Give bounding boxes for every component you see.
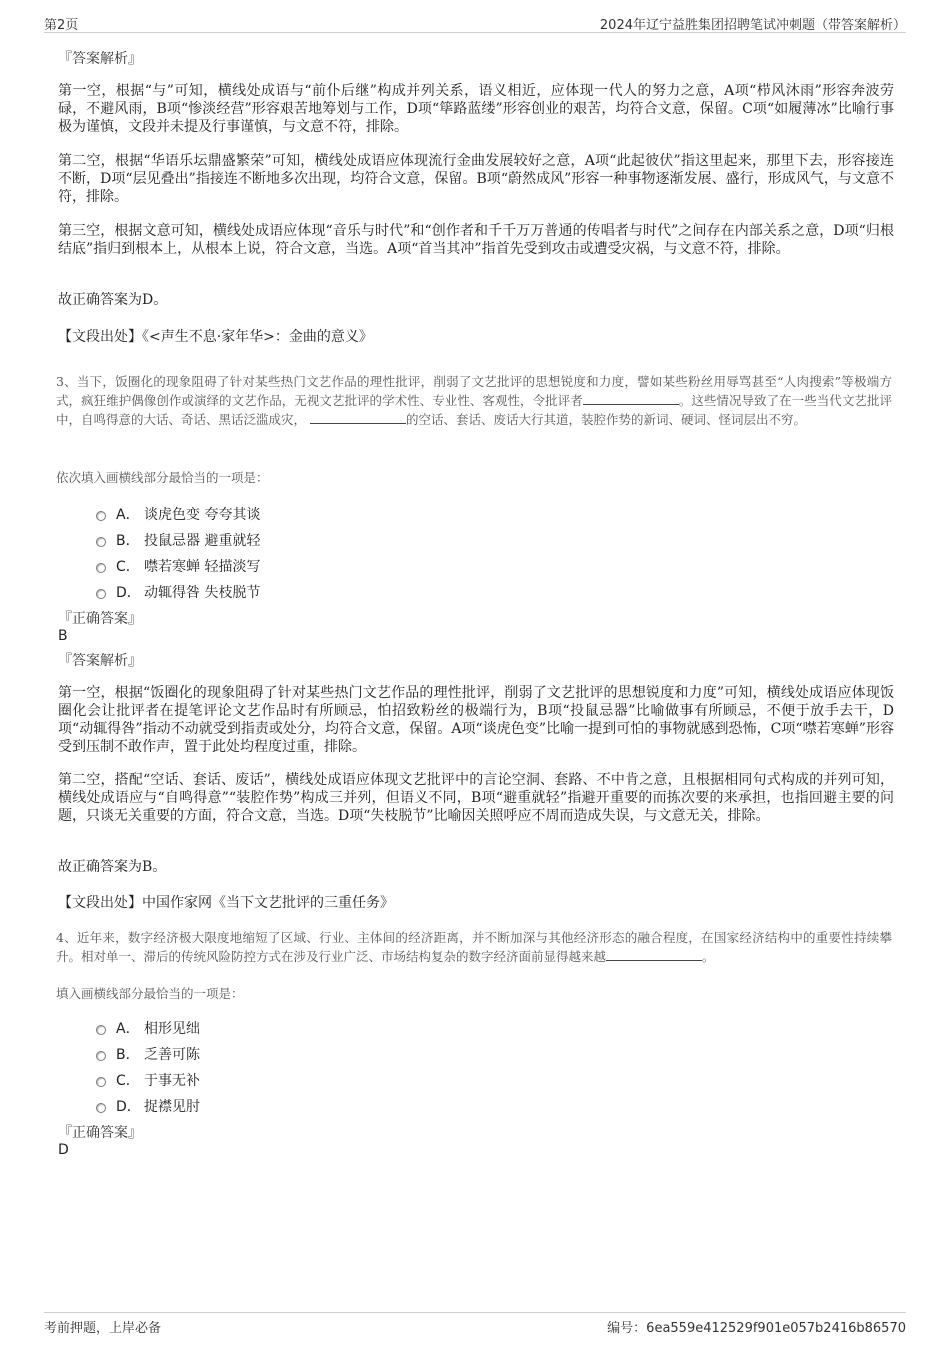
document-title: 2024年辽宁益胜集团招聘笔试冲刺题（带答案解析） bbox=[599, 18, 906, 33]
radio-icon[interactable] bbox=[96, 537, 106, 547]
option-c[interactable]: C． 于事无补 bbox=[96, 1070, 200, 1090]
question-3-instruction: 依次填入画横线部分最恰当的一项是： bbox=[56, 470, 269, 485]
option-a[interactable]: A． 谈虎色变 夸夸其谈 bbox=[96, 504, 260, 524]
analysis-tag: 『答案解析』 bbox=[58, 51, 142, 67]
answer-blank bbox=[310, 411, 406, 424]
analysis-paragraph-3: 第三空，根据文意可知，横线处成语应体现“音乐与时代”和“创作者和千千万万普通的传唱者与时代”之间存在内部关系之意，D项“归根结底”指归到根本上，从根本上说，符合文意，当选。A项“首当其冲”指首先受到攻击或遭受灾祸，与文意不符，排除。 bbox=[58, 223, 894, 257]
page-number: 第2页 bbox=[44, 18, 79, 33]
answer-blank bbox=[606, 948, 702, 961]
option-a[interactable]: A． 相形见绌 bbox=[96, 1018, 200, 1038]
question-4-instruction: 填入画横线部分最恰当的一项是： bbox=[56, 986, 244, 1001]
analysis-paragraph-2: 第二空，搭配“空话、套话、废话”，横线处成语应体现文艺批评中的言论空洞、套路、不中肯之意，且根据相同句式构成的并列可知，横线处成语应与“自鸣得意”“装腔作势”构成三并列，但语义不同，B项“避重就轻”指避开重要的而拣次要的来承担，也指回避主要的问题，只谈无关重要的方面，符合文意，当选。D项“失枝脱节”比喻因关照呼应不周而造成失误，与文意无关，排除。 bbox=[58, 772, 894, 824]
document-id: 编号：6ea559e412529f901e057b2416b86570 bbox=[607, 1321, 906, 1336]
radio-icon[interactable] bbox=[96, 563, 106, 573]
page-footer bbox=[44, 1312, 906, 1335]
passage-source: 【文段出处】中国作家网《当下文艺批评的三重任务》 bbox=[58, 895, 394, 911]
option-b[interactable]: B． 投鼠忌器 避重就轻 bbox=[96, 530, 260, 550]
page-header bbox=[44, 10, 906, 33]
radio-icon[interactable] bbox=[96, 1051, 106, 1061]
analysis-paragraph-1: 第一空，根据“与”可知，横线处成语与“前仆后继”构成并列关系，语义相近，应体现一代人的努力之意，A项“栉风沐雨”形容奔波劳碌，不避风雨，B项“惨淡经营”形容艰苦地筹划与工作，D项“筚路蓝缕”形容创业的艰苦，均符合文意，保留。C项“如履薄冰”比喻行事极为谨慎，文段并未提及行事谨慎，与文意不符，排除。 bbox=[58, 83, 894, 135]
radio-icon[interactable] bbox=[96, 1103, 106, 1113]
option-d[interactable]: D． 捉襟见肘 bbox=[96, 1096, 200, 1116]
analysis-tag: 『答案解析』 bbox=[58, 653, 142, 669]
analysis-paragraph-2: 第二空，根据“华语乐坛鼎盛繁荣”可知，横线处成语应体现流行金曲发展较好之意，A项“此起彼伏”指这里起来，那里下去，形容接连不断，D项“层见叠出”指接连不断地多次出现，均符合文意，保留。B项“蔚然成风”形容一种事物逐渐发展、盛行，形成风气，与文意不符，排除。 bbox=[58, 153, 894, 205]
correct-answer: D bbox=[58, 1142, 69, 1158]
option-c[interactable]: C． 噤若寒蝉 轻描淡写 bbox=[96, 556, 260, 576]
correct-answer-tag: 『正确答案』 bbox=[58, 611, 142, 627]
option-d[interactable]: D． 动辄得咎 失枝脱节 bbox=[96, 582, 260, 602]
question-4-stem: 4、近年来，数字经济极大限度地缩短了区域、行业、主体间的经济距离，并不断加深与其他经济形态的融合程度，在国家经济结构中的重要性持续攀升。相对单一、滞后的传统风险防控方式在涉及行业广泛、市场结构复杂的数字经济面前显得越来越 。 bbox=[56, 930, 892, 964]
conclusion: 故正确答案为B。 bbox=[58, 859, 167, 875]
radio-icon[interactable] bbox=[96, 589, 106, 599]
correct-answer-tag: 『正确答案』 bbox=[58, 1125, 142, 1141]
question-3-stem: 3、当下，饭圈化的现象阻碍了针对某些热门文艺作品的理性批评，削弱了文艺批评的思想锐度和力度，譬如某些粉丝用辱骂甚至“人肉搜索”等极端方式，疯狂维护偶像创作或演绎的文艺作品，无视文艺批评的学术性、专业性、客观性，令批评者 。这些情况导致了在一些当代文艺批评中，自鸣得意的大话、奇话、黑话泛滥成灾， 的空话、套话、废话大行其道，装腔作势的新词、硬词、怪词层出不穷。 bbox=[56, 374, 892, 427]
conclusion: 故正确答案为D。 bbox=[58, 292, 168, 308]
footer-slogan: 考前押题，上岸必备 bbox=[44, 1321, 162, 1336]
radio-icon[interactable] bbox=[96, 1025, 106, 1035]
radio-icon[interactable] bbox=[96, 511, 106, 521]
passage-source: 【文段出处】《<声生不息·家年华>：金曲的意义》 bbox=[58, 329, 373, 345]
analysis-paragraph-1: 第一空，根据“饭圈化的现象阻碍了针对某些热门文艺作品的理性批评，削弱了文艺批评的思想锐度和力度”可知，横线处成语应体现饭圈化会让批评者在提笔评论文艺作品时有所顾忌，怕招致粉丝的极端行为，B项“投鼠忌器”比喻做事有所顾忌，不便于放手去干，D项“动辄得咎”指动不动就受到指责或处分，均符合文意，保留。A项“谈虎色变”比喻一提到可怕的事物就感到恐怖，C项“噤若寒蝉”形容受到压制不敢作声，置于此处均程度过重，排除。 bbox=[58, 685, 894, 755]
option-b[interactable]: B． 乏善可陈 bbox=[96, 1044, 200, 1064]
answer-blank bbox=[583, 392, 679, 405]
radio-icon[interactable] bbox=[96, 1077, 106, 1087]
correct-answer: B bbox=[58, 628, 68, 644]
